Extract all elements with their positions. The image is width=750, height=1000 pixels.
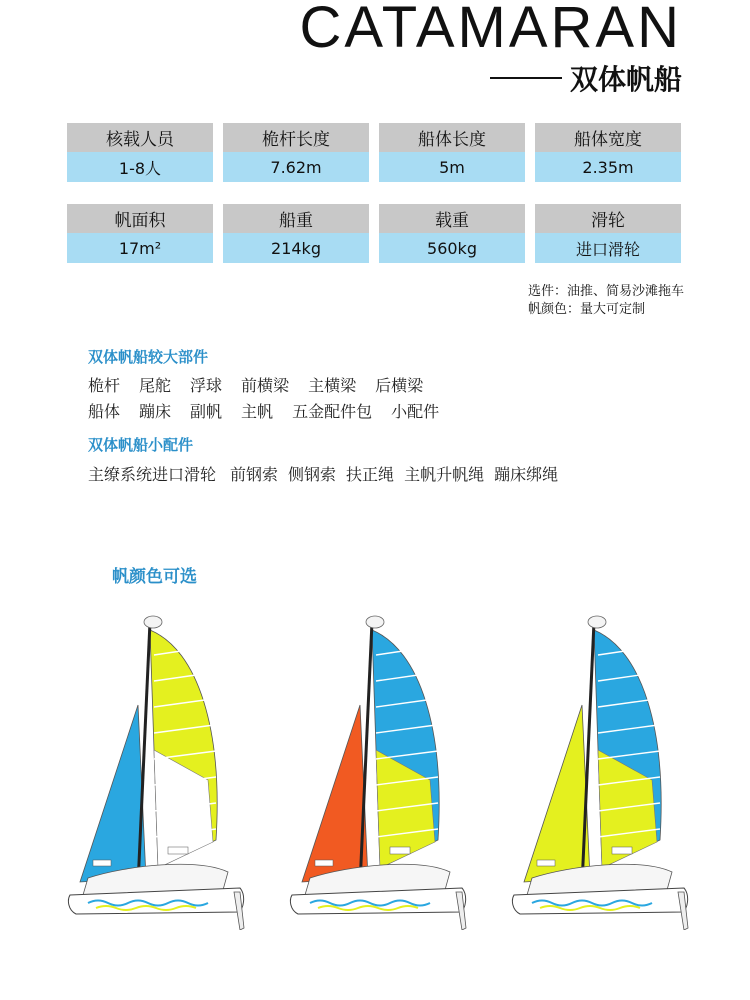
spec-value: 7.62m — [223, 152, 369, 182]
small-parts-heading: 双体帆船小配件 — [88, 436, 194, 454]
spec-cell — [379, 204, 525, 263]
part-item: 五金配件包 — [292, 402, 373, 421]
title-divider-line — [490, 77, 562, 79]
spec-value: 5m — [379, 152, 525, 182]
spec-value: 17m² — [67, 233, 213, 263]
part-item: 主帆 — [241, 402, 274, 421]
catamaran-illustration-3 — [502, 610, 692, 930]
part-item: 尾舵 — [139, 376, 172, 395]
spec-cell — [379, 123, 525, 182]
options-note — [528, 283, 684, 319]
spec-label: 桅杆长度 — [223, 123, 369, 152]
catamaran-illustration-2 — [280, 610, 470, 930]
boat-2-group — [290, 616, 466, 930]
spec-cell — [67, 204, 213, 263]
title-chinese: 双体帆船 — [569, 63, 682, 96]
spec-label: 核载人员 — [67, 123, 213, 152]
spec-value: 214kg — [223, 233, 369, 263]
spec-cell — [535, 123, 681, 182]
mast-float — [144, 616, 162, 628]
options-line: 帆颜色：量大可定制 — [527, 302, 645, 317]
spec-value: 进口滑轮 — [535, 233, 681, 263]
part-item: 蹦床 — [139, 402, 172, 421]
small-parts-row — [88, 462, 577, 485]
sail-number-plate — [390, 847, 410, 854]
part-item: 蹦床绑绳 — [494, 465, 559, 484]
spec-cell — [223, 123, 369, 182]
part-item: 后横梁 — [375, 376, 424, 395]
spec-label: 船体长度 — [379, 123, 525, 152]
spec-value: 560kg — [379, 233, 525, 263]
major-parts-row-1 — [88, 373, 442, 396]
part-item: 前横梁 — [241, 376, 290, 395]
part-item: 桅杆 — [88, 376, 121, 395]
spec-value: 1-8人 — [67, 152, 213, 182]
major-parts-heading: 双体帆船较大部件 — [88, 348, 209, 366]
mast-float — [588, 616, 606, 628]
mast-float — [366, 616, 384, 628]
sail-number-plate — [168, 847, 188, 854]
part-item: 扶正绳 — [346, 465, 395, 484]
boat-1-group — [68, 616, 244, 930]
title-chinese-row — [490, 58, 682, 98]
spec-cell — [67, 123, 213, 182]
part-item: 小配件 — [391, 402, 440, 421]
part-item: 主缭系统进口滑轮 — [88, 465, 217, 484]
boat-3-group — [512, 616, 688, 930]
sail-number-plate — [93, 860, 111, 866]
jib-sail — [80, 705, 146, 882]
spec-label: 载重 — [379, 204, 525, 233]
options-line: 选件：油推、简易沙滩拖车 — [527, 284, 684, 299]
part-item: 船体 — [88, 402, 121, 421]
spec-label: 帆面积 — [67, 204, 213, 233]
sail-number-plate — [537, 860, 555, 866]
part-item: 侧钢索 — [288, 465, 337, 484]
part-item: 主横梁 — [308, 376, 357, 395]
part-item: 浮球 — [190, 376, 223, 395]
spec-cell — [223, 204, 369, 263]
jib-sail — [524, 705, 590, 882]
part-item: 前钢索 — [230, 465, 279, 484]
spec-label: 船重 — [223, 204, 369, 233]
sail-colors-heading: 帆颜色可选 — [112, 567, 197, 587]
spec-value: 2.35m — [535, 152, 681, 182]
spec-label: 船体宽度 — [535, 123, 681, 152]
spec-label: 滑轮 — [535, 204, 681, 233]
part-item: 主帆升帆绳 — [404, 465, 485, 484]
spec-table — [67, 123, 683, 263]
sail-number-plate — [612, 847, 632, 854]
jib-sail — [302, 705, 368, 882]
title-english: CATAMARAN — [299, 0, 682, 60]
spec-cell — [535, 204, 681, 263]
sail-number-plate — [315, 860, 333, 866]
part-item: 副帆 — [190, 402, 223, 421]
catamaran-illustration-1 — [58, 610, 248, 930]
major-parts-row-2 — [88, 399, 458, 422]
